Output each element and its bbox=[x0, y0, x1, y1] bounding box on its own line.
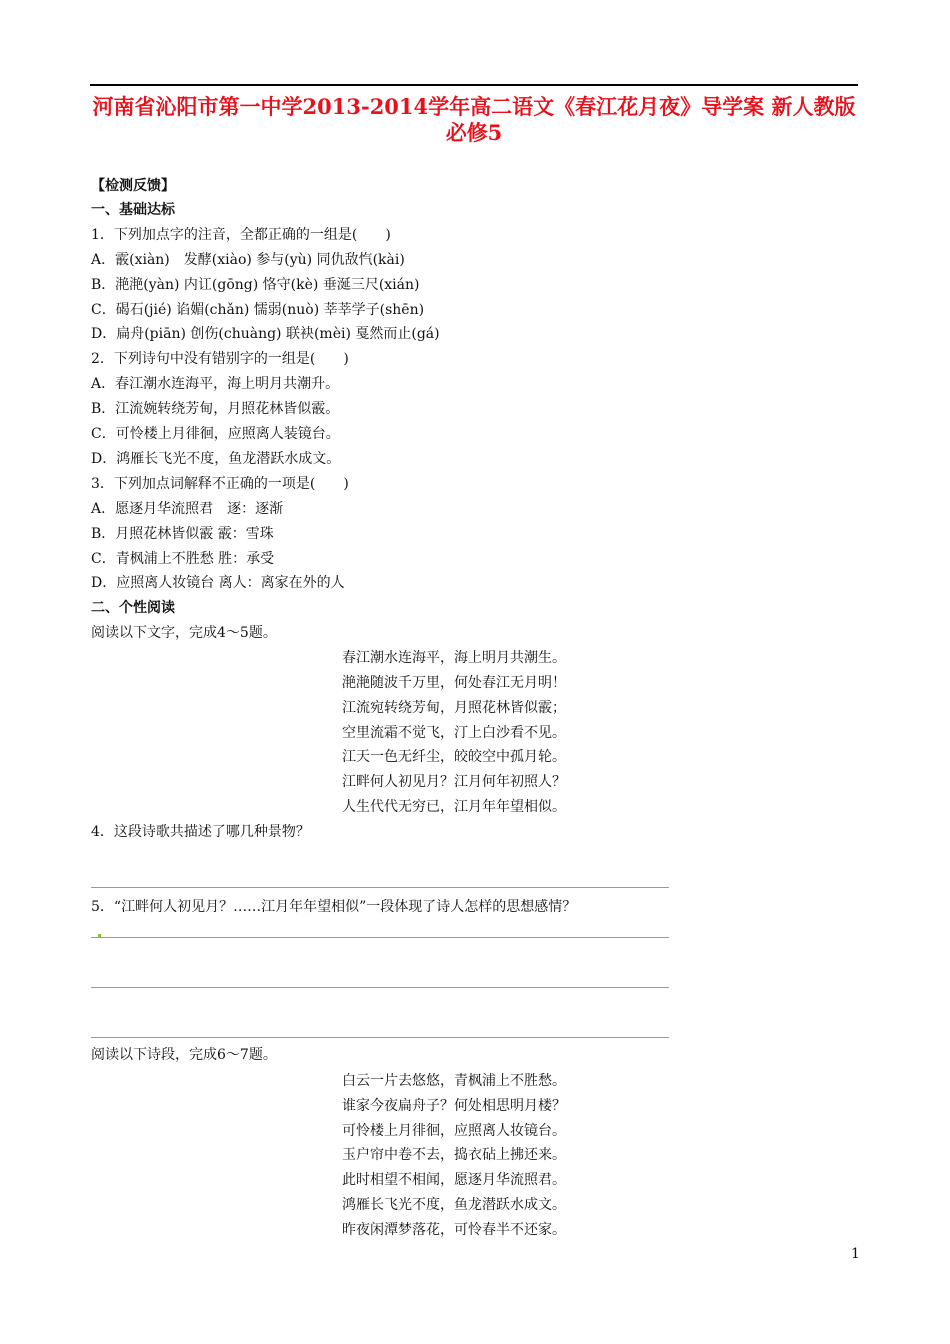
answer-line[interactable] bbox=[91, 1037, 669, 1038]
page-title bbox=[86, 94, 862, 146]
question-line: C．可怜楼上月徘徊，应照离人装镜台。 bbox=[91, 426, 340, 442]
question-line: A．愿逐月华流照君 逐：逐渐 bbox=[91, 501, 284, 517]
section-feedback-heading: 【检测反馈】 bbox=[91, 178, 175, 194]
question-4: 4．这段诗歌共描述了哪几种景物？ bbox=[91, 824, 310, 840]
question-line: 3．下列加点词解释不正确的一项是( ) bbox=[91, 476, 349, 492]
poem-1-line: 空里流霜不觉飞，汀上白沙看不见。 bbox=[342, 725, 566, 741]
title-line-1: 河南省沁阳市第一中学2013-2014学年高二语文《春江花月夜》导学案 新人教版 bbox=[92, 94, 856, 119]
poem-1-line: 春江潮水连海平，海上明月共潮生。 bbox=[342, 650, 566, 666]
reading-intro-1: 阅读以下文字，完成4～5题。 bbox=[91, 625, 277, 641]
question-line: A．霰(xiàn) 发酵(xiào) 参与(yù) 同仇敌忾(kài) bbox=[91, 252, 405, 268]
page-number: 1 bbox=[851, 1246, 860, 1262]
question-5: 5．“江畔何人初见月？……江月年年望相似”一段体现了诗人怎样的思想感情？ bbox=[91, 899, 577, 915]
poem-2-line: 此时相望不相闻，愿逐月华流照君。 bbox=[342, 1172, 566, 1188]
poem-2-line: 白云一片去悠悠，青枫浦上不胜愁。 bbox=[342, 1073, 566, 1089]
poem-1-line: 江畔何人初见月？江月何年初照人？ bbox=[342, 774, 566, 790]
part2-heading: 二、个性阅读 bbox=[91, 600, 175, 616]
poem-1-line: 江流宛转绕芳甸，月照花林皆似霰； bbox=[342, 700, 566, 716]
question-line: D．鸿雁长飞光不度，鱼龙潜跃水成文。 bbox=[91, 451, 341, 467]
poem-1-line: 人生代代无穷已，江月年年望相似。 bbox=[342, 799, 566, 815]
poem-2-line: 鸿雁长飞光不度，鱼龙潜跃水成文。 bbox=[342, 1197, 566, 1213]
poem-2-line: 玉户帘中卷不去，捣衣砧上拂还来。 bbox=[342, 1147, 566, 1163]
question-line: A．春江潮水连海平，海上明月共潮升。 bbox=[91, 376, 340, 392]
header-rule bbox=[90, 84, 858, 86]
reading-intro-2: 阅读以下诗段，完成6～7题。 bbox=[91, 1047, 277, 1063]
answer-line[interactable] bbox=[91, 937, 669, 938]
title-line-2: 必修5 bbox=[445, 120, 503, 145]
question-line: C．青枫浦上不胜愁 胜：承受 bbox=[91, 551, 275, 567]
question-line: B．滟滟(yàn) 内讧(gōng) 恪守(kè) 垂涎三尺(xián) bbox=[91, 277, 420, 293]
poem-1-line: 滟滟随波千万里，何处春江无月明！ bbox=[342, 675, 566, 691]
poem-1-line: 江天一色无纤尘，皎皎空中孤月轮。 bbox=[342, 749, 566, 765]
poem-2-line: 昨夜闲潭梦落花，可怜春半不还家。 bbox=[342, 1222, 566, 1238]
answer-line[interactable] bbox=[91, 887, 669, 888]
question-line: 2．下列诗句中没有错别字的一组是( ) bbox=[91, 351, 349, 367]
question-line: D．扁舟(piān) 创伤(chuàng) 联袂(mèi) 戛然而止(gá) bbox=[91, 326, 440, 342]
poem-2-line: 谁家今夜扁舟子？何处相思明月楼？ bbox=[342, 1098, 566, 1114]
part1-heading: 一、基础达标 bbox=[91, 202, 175, 218]
question-line: C．碣石(jié) 谄媚(chǎn) 懦弱(nuò) 莘莘学子(shēn) bbox=[91, 302, 425, 318]
question-line: D．应照离人妆镜台 离人：离家在外的人 bbox=[91, 575, 345, 591]
poem-2-line: 可怜楼上月徘徊，应照离人妆镜台。 bbox=[342, 1123, 566, 1139]
question-line: B．月照花林皆似霰 霰：雪珠 bbox=[91, 526, 274, 542]
question-line: 1．下列加点字的注音，全都正确的一组是( ) bbox=[91, 227, 391, 243]
answer-line[interactable] bbox=[91, 987, 669, 988]
question-line: B．江流婉转绕芳甸，月照花林皆似霰。 bbox=[91, 401, 340, 417]
